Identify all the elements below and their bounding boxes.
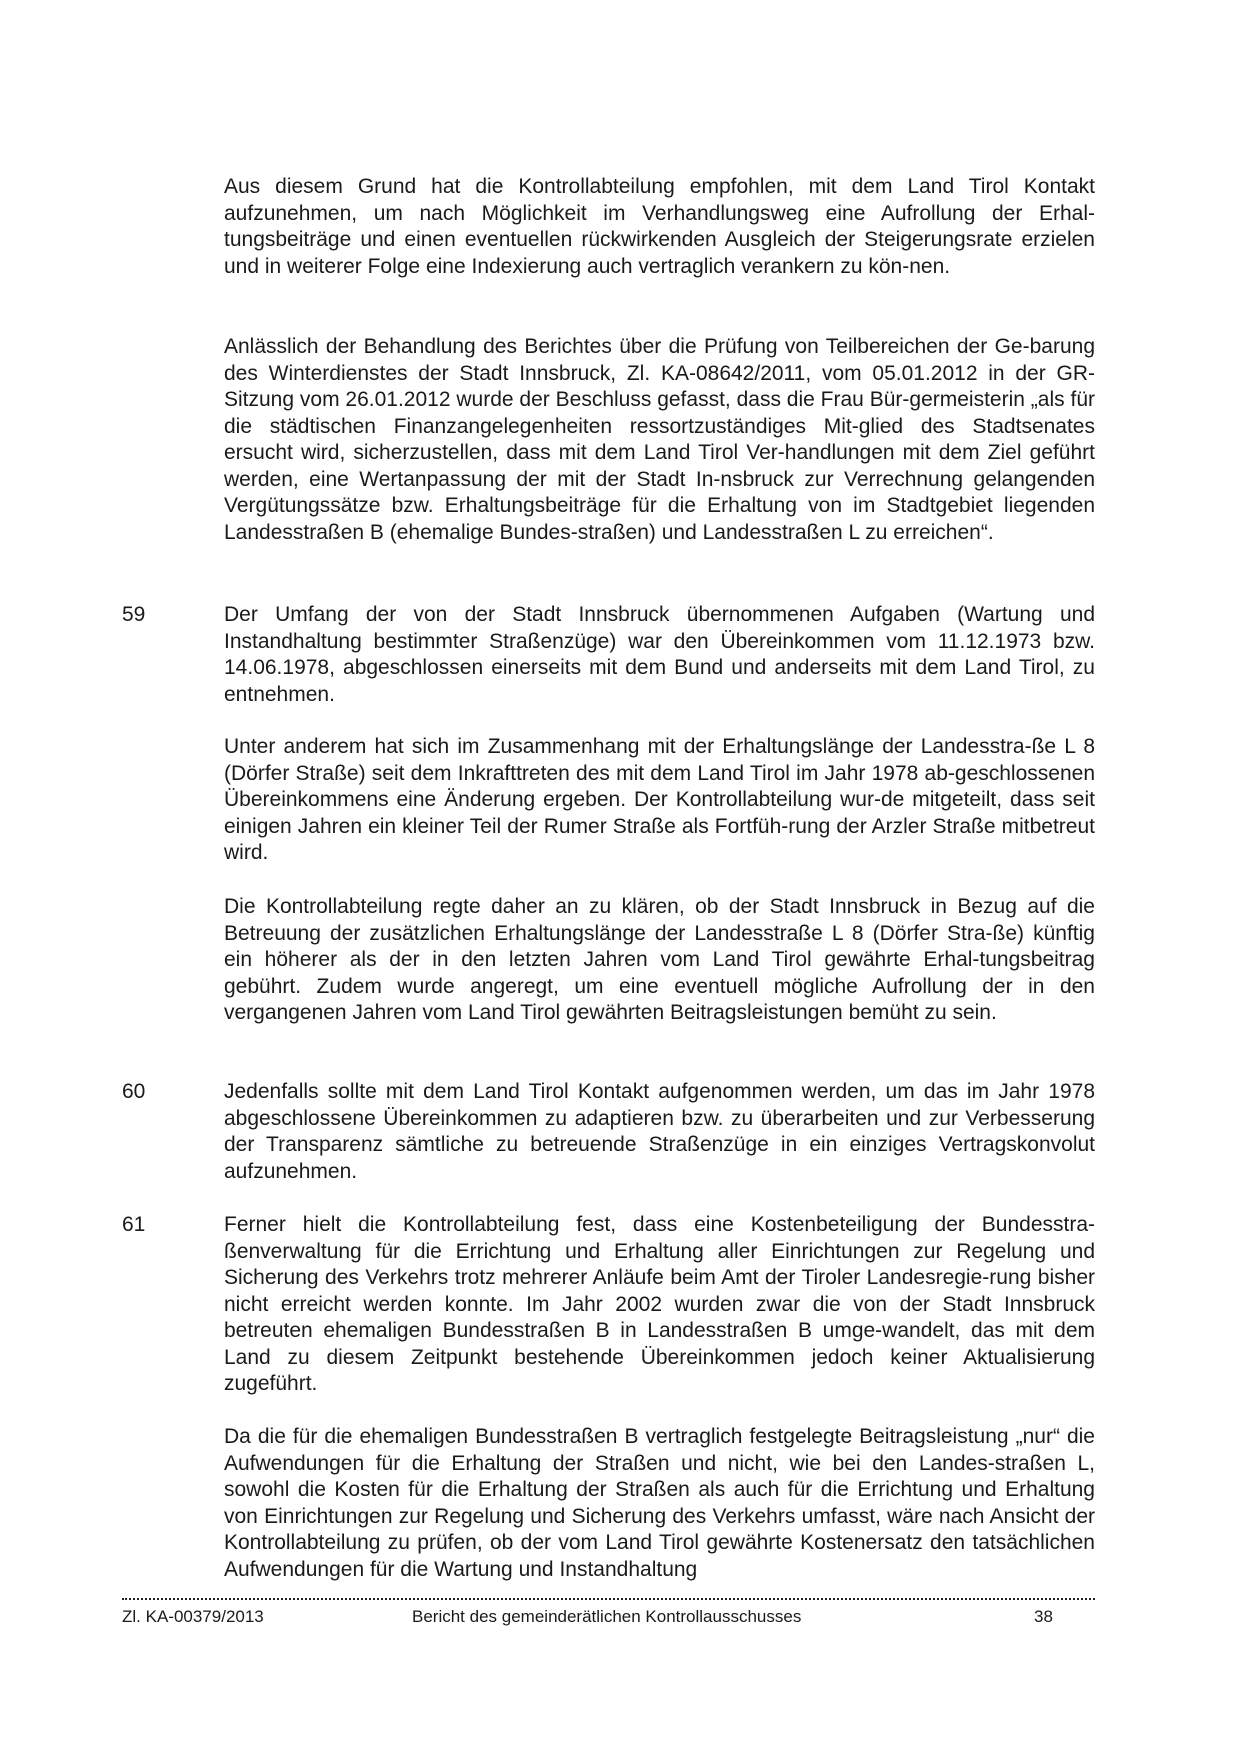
paragraph-resolution: Anlässlich der Behandlung des Berichtes über die Prüfung von Teilbereichen der Ge-barung des Winterdienstes der Stadt Innsbruck, Zl. KA-08642/2011, vom 05.01.2012 in der GR-Sitzung vom 26.01.2012 wurde der Beschluss gefasst, dass die Frau Bür-germeisterin „als für die städtischen Finanzangelegenheiten ressortzuständiges Mit-glied des Stadtsenates ersucht wird, sicherzustellen, dass mit dem Land Tirol Ver-handlungen mit dem Ziel geführt werden, eine Wertanpassung der mit der Stadt In-nsbruck zur Verrechnung gelangenden Vergütungssätze bzw. Erhaltungsbeiträge für die Erhaltung von im Stadtgebiet liegenden Landesstraßen B (ehemalige Bundes-straßen) und Landesstraßen L zu erreichen“. — [224, 335, 1095, 544]
paragraph-landesstrasse: Unter anderem hat sich im Zusammenhang mit der Erhaltungslänge der Landesstra-ße L 8 (Dörfer Straße) seit dem Inkrafttreten des mit dem Land Tirol im Jahr 1978 ab-geschlossenen Übereinkommens eine Änderung ergeben. Der Kontrollabteilung wur-de mitgeteilt, dass seit einigen Jahren ein kleiner Teil der Rumer Straße als Fortfüh-rung der Arzler Straße mitbetreut wird. — [224, 735, 1095, 864]
paragraph-61: Ferner hielt die Kontrollabteilung fest, dass eine Kostenbeteiligung der Bundesstra-ßenverwaltung für die Errichtung und Erhaltung aller Einrichtungen zur Regelung und Sicherung des Verkehrs trotz mehrerer Anläufe beim Amt der Tiroler Landesregie-rung bisher nicht erreicht werden konnte. Im Jahr 2002 wurden zwar die von der Stadt Innsbruck betreuten ehemaligen Bundesstraßen B in Landesstraßen B umge-wandelt, das mit dem Land zu diesem Zeitpunkt bestehende Übereinkommen jedoch keiner Aktualisierung zugeführt. — [224, 1213, 1095, 1395]
paragraph-number: 61 — [122, 1213, 146, 1236]
paragraph-intro: Aus diesem Grund hat die Kontrollabteilung empfohlen, mit dem Land Tirol Kontakt aufzunehmen, um nach Möglichkeit im Verhandlungsweg eine Aufrollung der Erhal-tungsbeiträge und einen eventuellen rückwirkenden Ausgleich der Steigerungsrate erzielen und in weiterer Folge eine Indexierung auch vertraglich verankern zu kön-nen. — [224, 175, 1095, 278]
paragraph-number: 59 — [122, 603, 146, 626]
footer-divider — [122, 1592, 1095, 1600]
paragraph-kontrollabteilung: Die Kontrollabteilung regte daher an zu klären, ob der Stadt Innsbruck in Bezug auf die Betreuung der zusätzlichen Erhaltungslänge der Landesstraße L 8 (Dörfer Stra-ße) künftig ein höherer als der in den letzten Jahren vom Land Tirol gewährte Erhal-tungsbeitrag gebührt. Zudem wurde angeregt, um eine eventuell mögliche Aufrollung der in den vergangenen Jahren vom Land Tirol gewährten Beitragsleistungen bemüht zu sein. — [224, 895, 1095, 1024]
page-number: 38 — [1034, 1607, 1053, 1626]
paragraph-59: Der Umfang der von der Stadt Innsbruck übernommenen Aufgaben (Wartung und Instandhaltung bestimmter Straßenzüge) war den Übereinkommen vom 11.12.1973 bzw. 14.06.1978, abgeschlossen einerseits mit dem Bund und anderseits mit dem Land Tirol, zu entnehmen. — [224, 603, 1095, 706]
footer-title: Bericht des gemeinderätlichen Kontrollausschusses — [412, 1607, 802, 1626]
footer-reference: Zl. KA-00379/2013 — [122, 1607, 264, 1626]
paragraph-number: 60 — [122, 1080, 146, 1103]
paragraph-60: Jedenfalls sollte mit dem Land Tirol Kontakt aufgenommen werden, um das im Jahr 1978 abgeschlossene Übereinkommen zu adaptieren bzw. zu überarbeiten und zur Verbesserung der Transparenz sämtliche zu betreuende Straßenzüge in ein einziges Vertragskonvolut aufzunehmen. — [224, 1080, 1095, 1183]
paragraph-bundesstrassen: Da die für die ehemaligen Bundesstraßen B vertraglich festgelegte Beitragsleistung „nur“ die Aufwendungen für die Erhaltung der Straßen und nicht, wie bei den Landes-straßen L, sowohl die Kosten für die Erhaltung der Straßen als auch für die Errichtung und Erhaltung von Einrichtungen zur Regelung und Sicherung des Verkehrs umfasst, wäre nach Ansicht der Kontrollabteilung zu prüfen, ob der vom Land Tirol gewährte Kostenersatz den tatsächlichen Aufwendungen für die Wartung und Instandhaltung — [224, 1425, 1095, 1581]
